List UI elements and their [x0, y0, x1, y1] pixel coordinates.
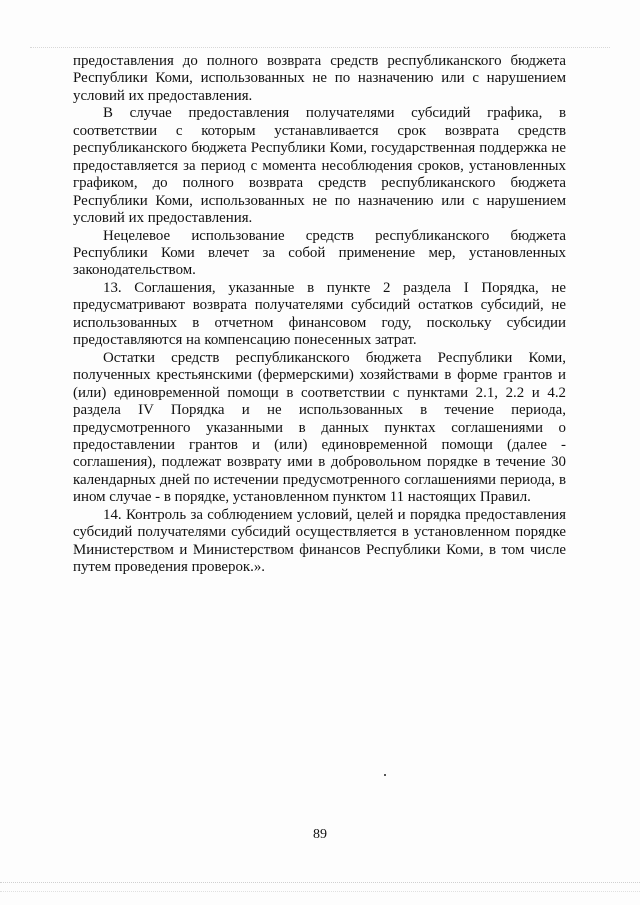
paragraph-schedule: В случае предоставления получателями субсидий графика, в соответствии с которым устанавливается срок возврата средств республиканского бюджета Республики Коми, государственная поддержка не предоставляется за период с момента несоблюдения сроков, установленных графиком, до полного возврата средств республиканского бюджета Республики Коми, использованных не по назначению или с нарушением условий их предоставления. [73, 105, 566, 227]
paragraph-misuse: Нецелевое использование средств республиканского бюджета Республики Коми влечет за собой применение мер, установленных законодательством. [73, 227, 566, 279]
paragraph-item-13: 13. Соглашения, указанные в пункте 2 раздела I Порядка, не предусматривают возврата получателями субсидий остатков субсидий, не использованных в отчетном финансовом году, поскольку субсидии предоставляются на компенсацию понесенных затрат. [73, 279, 566, 349]
scan-edge-top [30, 47, 610, 49]
scan-speck [384, 774, 386, 776]
paragraph-item-14: 14. Контроль за соблюдением условий, целей и порядка предоставления субсидий получателями субсидий осуществляется в установленном порядке Министерством и Министерством финансов Республики Коми, в том числе путем проведения проверок.». [73, 506, 566, 576]
paragraph-remainders: Остатки средств республиканского бюджета Республики Коми, полученных крестьянскими (фермерскими) хозяйствами в форме грантов и (или) единовременной помощи в соответствии с пунктами 2.1, 2.2 и 4.2 раздела IV Порядка и не использованных в течение периода, предусмотренного указанными в данных пунктах соглашениями о предоставлении грантов и (или) единовременной помощи (далее - соглашения), подлежат возврату ими в добровольном порядке в течение 30 календарных дней по истечении предусмотренного соглашениями периода, в ином случае - в порядке, установленном пунктом 11 настоящих Правил. [73, 349, 566, 506]
page-number: 89 [313, 827, 327, 842]
document-body [73, 53, 566, 577]
paragraph-continuation: предоставления до полного возврата средств республиканского бюджета Республики Коми, использованных не по назначению или с нарушением условий их предоставления. [73, 53, 566, 104]
scan-edge-bottom [0, 882, 640, 892]
